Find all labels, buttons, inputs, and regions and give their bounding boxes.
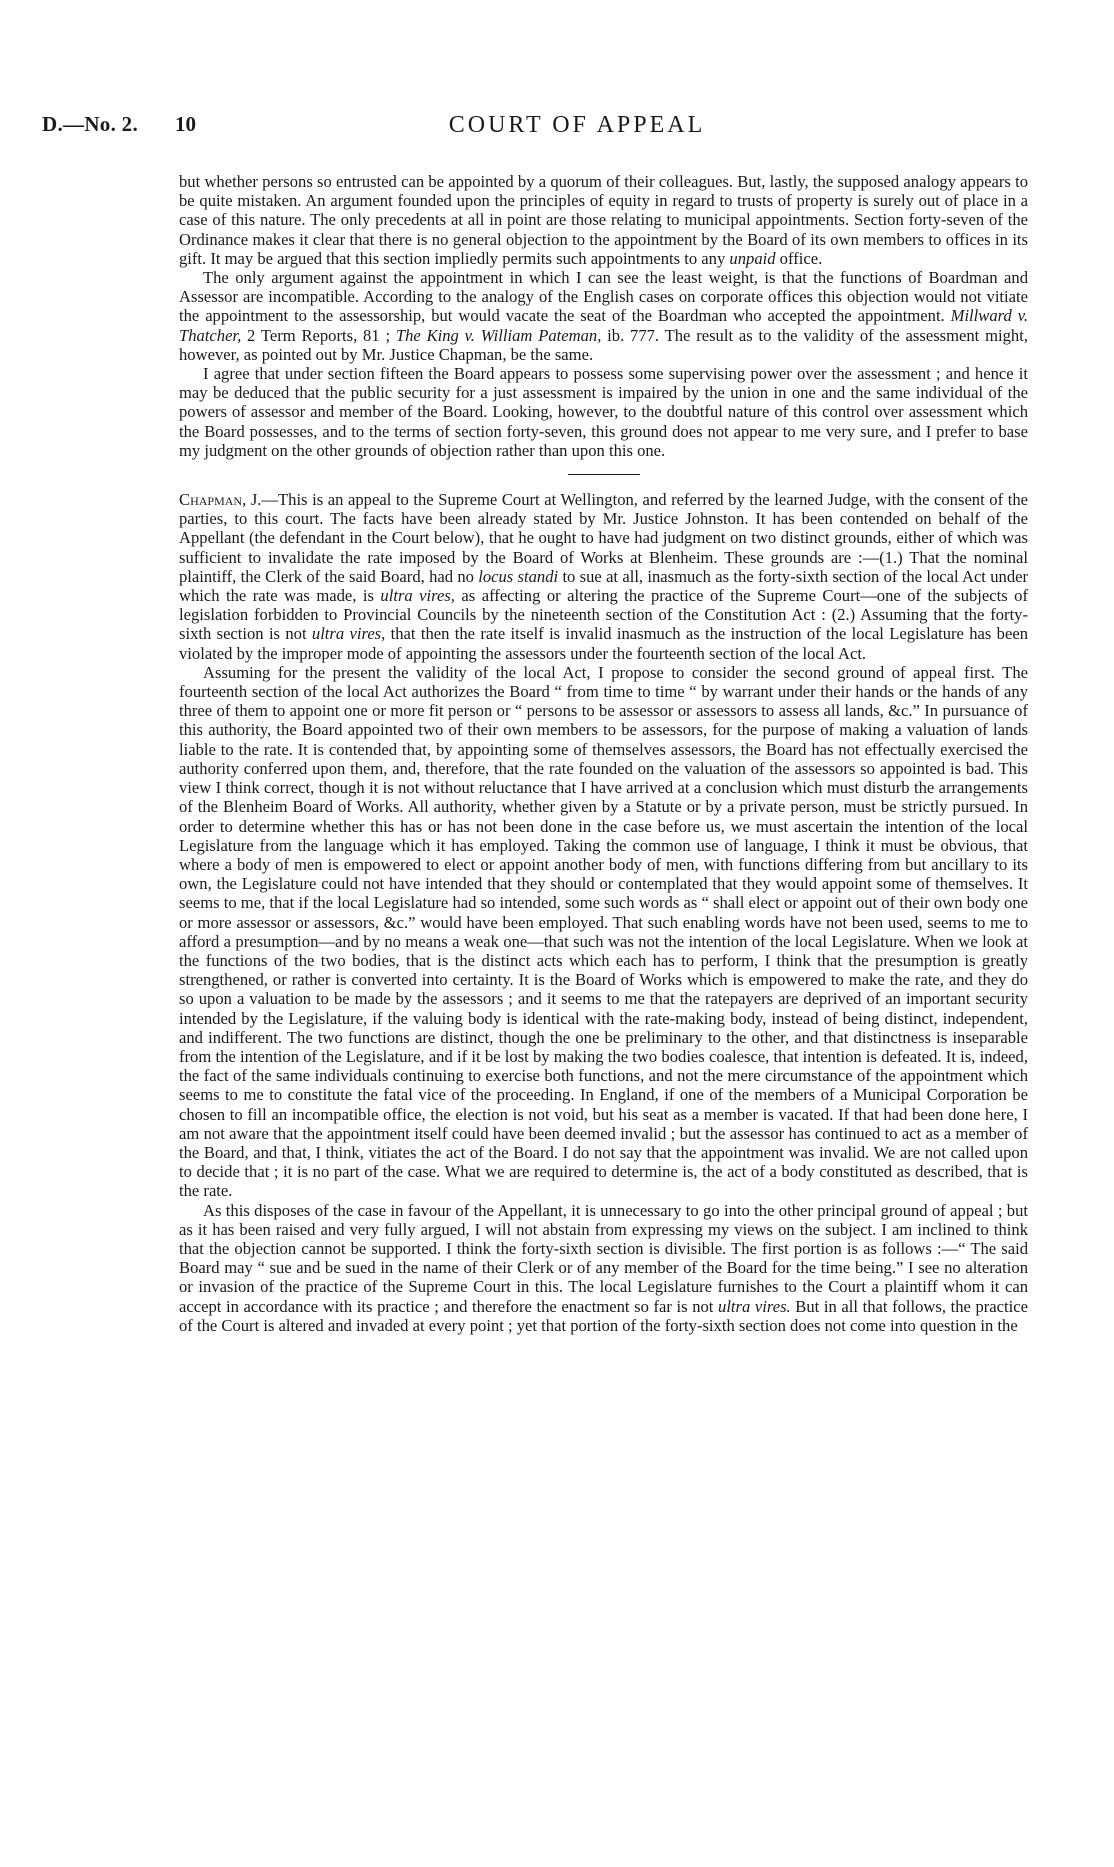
- section-divider: [568, 474, 640, 475]
- judge-name: Chapman: [179, 490, 243, 510]
- paragraph: [179, 172, 1028, 268]
- text-run: Assuming for the present the validity of the local Act, I propose to consider the second ground of appeal first. The fourteenth section of the local Act authorizes the Board “ from time to time “ by warrant under their hands or the hands of any three of them to appoint one or more fit person or “ persons to be assessor or assessors to assess all lands, &c.” In pursuance of this authority, the Board appointed two of their own members to be assessors, for the purpose of making a valuation of lands liable to the rate. It is contended that, by appointing some of themselves assessors, the Board has not effectually exercised the authority conferred upon them, and, therefore, that the rate founded on the valuation of the assessors so appointed is bad. This view I think correct, though it is not without reluctance that I have arrived at a conclusion which must disturb the arrangements of the Blenheim Board of Works. All authority, whether given by a Statute or by a private person, must be strictly pursued. In order to determine whether this has or has not been done in the case before us, we must ascertain the intention of the local Legislature from the language which it has employed. Taking the common use of language, I think it must be obvious, that where a body of men is empowered to elect or appoint another body of men, with functions differing from but ancillary to its own, the Legislature could not have intended that they should or contemplated that they would appoint some of themselves. It seems to me, that if the local Legislature had so intended, some such words as “ shall elect or appoint out of their own body one or more assessor or assessors, &c.” would have been employed. That such enabling words have not been used, seems to me to afford a presumption—and by no means a weak one—that such was not the intention of the local Legislature. When we look at the functions of the two bodies, that is the distinct acts which each has to perform, I think that the presumption is greatly strengthened, or rather is converted into certainty. It is the Board of Works which is empowered to make the rate, and they do so upon a valuation to be made by the assessors ; and it seems to me that the ratepayers are deprived of an important security intended by the Legislature, if the valuing body is identical with the rate-making body, instead of being distinct, independent, and indifferent. The two functions are distinct, though the one be preliminary to the other, and that distinctness is inseparable from the intention of the Legislature, and if it be lost by making the two bodies coalesce, that intention is defeated. It is, indeed, the fact of the same individuals continuing to exercise both functions, and not the mere circumstance of the appointment which seems to me to constitute the fatal vice of the proceeding. In England, if one of the members of a Municipal Corporation be chosen to fill an incompatible office, the election is not void, but his seat as a member is vacated. If that had been done here, I am not aware that the appointment itself could have been deemed invalid ; but the assessor has continued to act as a member of the Board, and that, I think, vitiates the act of the Board. I do not say that the appointment was invalid. We are not called upon to decide that ; it is no part of the case. What we are required to determine is, the act of a body constituted as described, that is the rate.: [179, 662, 1028, 1201]
- italic-text: locus standi: [478, 566, 559, 586]
- italic-text: The King v. William Pateman,: [395, 325, 602, 345]
- text-run: as affecting or altering the practice of the Supreme Court—one of the subjects of legislation forbidden to Provincial Councils by the nineteenth section of the Constitution Act : (2.) Assuming that the forty-sixth section is not: [179, 586, 1028, 644]
- text-run: ib. 777. The result as to the validity of the assessment might, however, as pointed out by Mr. Justice Chapman, be the same.: [179, 325, 1028, 364]
- text-run: As this disposes of the case in favour of the Appellant, it is unnecessary to go into the other principal ground of appeal ; but as it has been raised and very fully argued, I will not abstain from expressing my views on the subject. I am inclined to think that the objection cannot be supported. I think the forty-sixth section is divisible. The first portion is as follows :—“ The said Board may “ sue and be sued in the name of their Clerk or of any member of the Board for the time being.” I see no alteration or invasion of the practice of the Supreme Court in this. The local Legislature furnishes to the Court a plaintiff whom it can accept in accordance with its practice ; and therefore the enactment so far is not: [179, 1200, 1028, 1316]
- text-run: that then the rate itself is invalid inasmuch as the instruction of the local Legislature has been violated by the improper mode of appointing the assessors under the fourteenth section of the local Act.: [179, 624, 1029, 663]
- paragraph: [179, 364, 1028, 460]
- text-run: 2 Term Reports, 81 ;: [241, 325, 396, 345]
- running-title: COURT OF APPEAL: [448, 112, 706, 138]
- italic-text: ultra vires,: [311, 624, 386, 644]
- italic-text: Millward v. Thatcher,: [179, 306, 1028, 345]
- italic-text: ultra vires,: [380, 586, 455, 606]
- text-run: office.: [775, 248, 823, 268]
- text-run: But in all that follows, the practice of the Court is altered and invaded at every point ; yet that portion of the forty-sixth section does not come into question in the: [179, 1296, 1028, 1335]
- italic-text: unpaid: [729, 248, 776, 268]
- italic-text: ultra vires.: [718, 1296, 791, 1316]
- text-run: but whether persons so entrusted can be appointed by a quorum of their colleagues. But, lastly, the supposed analogy appears to be quite mistaken. An argument founded upon the principles of equity in regard to trusts of property is surely out of place in a case of this nature. The only precedents at all in point are those relating to municipal appointments. Section forty-seven of the Ordinance makes it clear that there is no general objection to the appointment by the Board of its own members to offices in its gift. It may be argued that this section impliedly permits such appointments to any: [179, 172, 1028, 268]
- text-run: , J.—This is an appeal to the Supreme Court at Wellington, and referred by the learned Judge, with the consent of the parties, to this court. The facts have been already stated by Mr. Justice Johnston. It has been contended on behalf of the Appellant (the defendant in the Court below), that he ought to have had judgment on two distinct grounds, either of which was sufficient to invalidate the rate imposed by the Board of Works at Blenheim. These grounds are :—(1.) That the nominal plaintiff, the Clerk of the said Board, had no: [179, 490, 1028, 586]
- paragraph: [179, 663, 1028, 1201]
- document-body: [179, 172, 1028, 1335]
- text-run: I agree that under section fifteen the Board appears to possess some supervising power over the assessment ; and hence it may be deduced that the public security for a just assessment is impaired by the union in one and the same individual of the powers of assessor and member of the Board. Looking, however, to the doubtful nature of this control over assessment which the Board possesses, and to the terms of section forty-seven, this ground does not appear to me very sure, and I prefer to base my judgment on the other grounds of objection rather than upon this one.: [179, 364, 1028, 460]
- paragraph: [179, 490, 1028, 663]
- paragraph: [179, 268, 1028, 364]
- document-reference: D.—No. 2.: [42, 112, 139, 136]
- paragraph: [179, 1201, 1028, 1335]
- text-run: to sue at all, inasmuch as the forty-sixth section of the local Act under which the rate was made, is: [179, 566, 1029, 606]
- page-number: 10: [175, 112, 196, 136]
- text-run: The only argument against the appointment in which I can see the least weight, is that the functions of Boardman and Assessor are incompatible. According to the analogy of the English cases on corporate offices this objection would not vitiate the appointment to the assessorship, but would vacate the seat of the Boardman who accepted the appointment.: [179, 268, 1028, 326]
